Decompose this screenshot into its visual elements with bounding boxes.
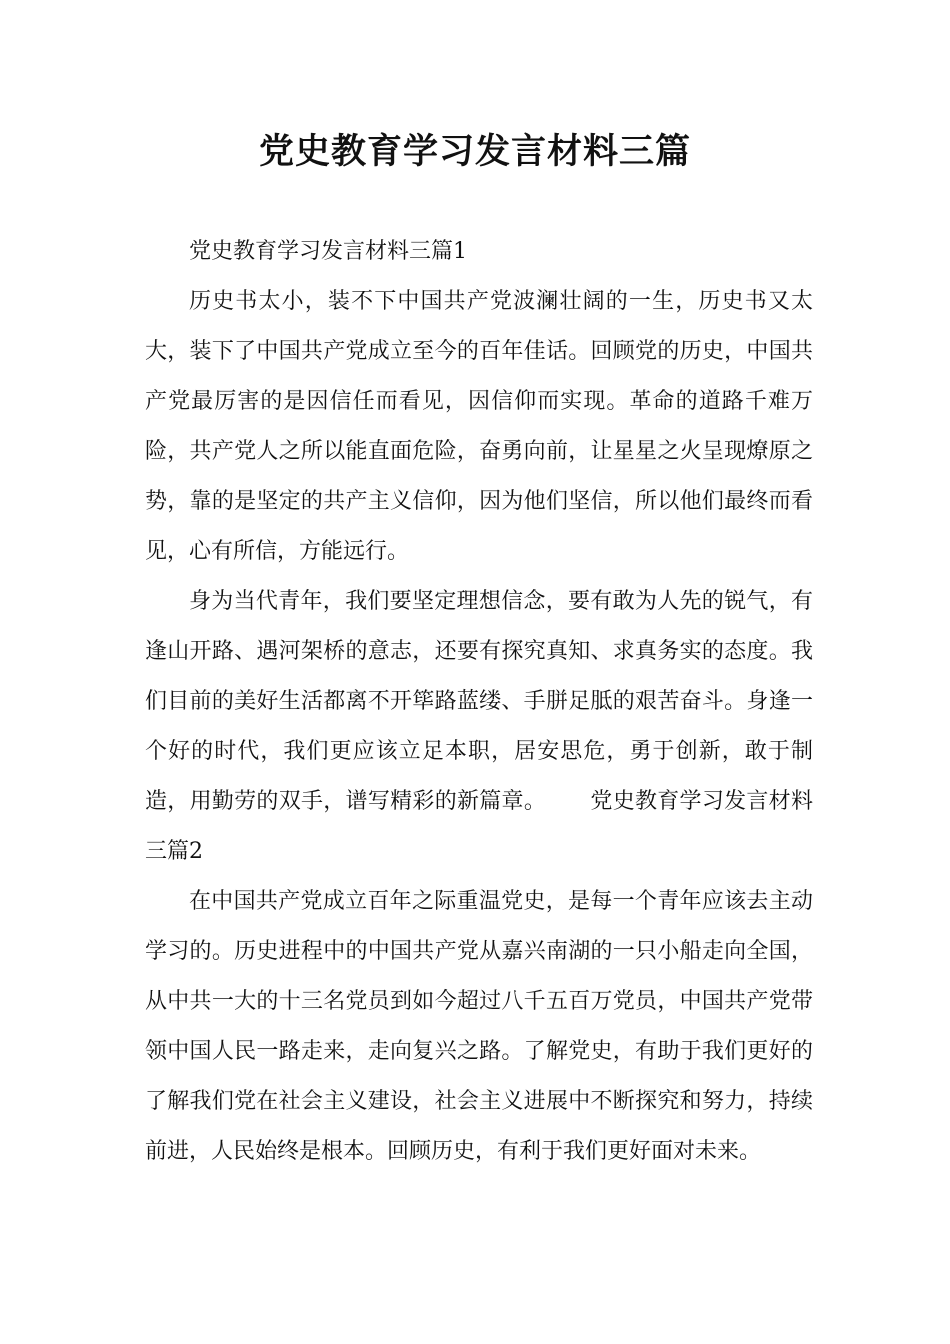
paragraph-2 — [145, 577, 813, 877]
paragraph-3: 在中国共产党成立百年之际重温党史，是每一个青年应该去主动学习的。历史进程中的中国共产党从嘉兴南湖的一只小船走向全国，从中共一大的十三名党员到如今超过八千五百万党员，中国共产党带领中国人民一路走来，走向复兴之路。了解党史，有助于我们更好的了解我们党在社会主义建设，社会主义进展中不断探究和努力，持续前进，人民始终是根本。回顾历史，有利于我们更好面对未来。 — [145, 889, 813, 1164]
document-title: 党史教育学习发言材料三篇 — [258, 132, 691, 172]
section-heading-2: 党史教育学习发言材料三篇2 — [145, 789, 813, 864]
paragraph-1: 历史书太小，装不下中国共产党波澜壮阔的一生，历史书又太大，装下了中国共产党成立至今的百年佳话。回顾党的历史，中国共产党最厉害的是因信任而看见，因信仰而实现。革命的道路千难万险，共产党人之所以能直面危险，奋勇向前，让星星之火呈现燎原之势，靠的是坚定的共产主义信仰，因为他们坚信，所以他们最终而看见，心有所信，方能远行。 — [145, 289, 813, 564]
section-heading-1: 党史教育学习发言材料三篇1 — [189, 239, 467, 264]
document-body — [145, 227, 813, 1177]
paragraph-2-text: 身为当代青年，我们要坚定理想信念，要有敢为人先的锐气，有逢山开路、遇河架桥的意志，还要有探究真知、求真务实的态度。我们目前的美好生活都离不开筚路蓝缕、手胼足胝的艰苦奋斗。身逢一个好的时代，我们更应该立足本职，居安思危，勇于创新，敢于制造，用勤劳的双手，谱写精彩的新篇章。 — [145, 589, 813, 814]
